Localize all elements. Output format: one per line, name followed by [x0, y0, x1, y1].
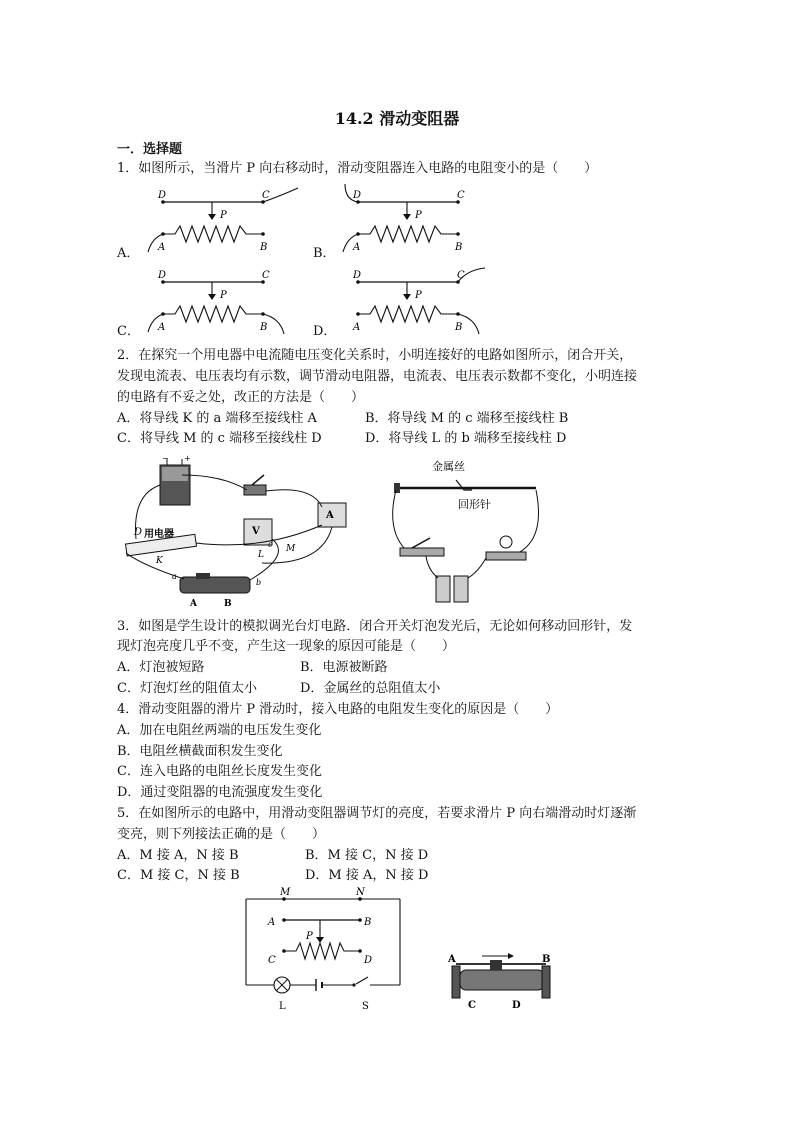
svg-text:N: N: [356, 887, 365, 898]
svg-text:C: C: [262, 270, 270, 281]
q2-option-c: C．将导线 M 的 c 端移至接线柱 D: [117, 431, 322, 446]
section-heading: 一．选择题: [117, 142, 183, 157]
q2-stem-line2: 发现电流表、电压表均有示数，调节滑动电阻器，电流表、电压表示数都不变化，小明连接: [117, 369, 638, 384]
svg-text:P: P: [306, 931, 313, 942]
svg-text:C: C: [457, 270, 465, 281]
svg-text:D: D: [353, 270, 362, 281]
q5-rheostat-picture: [446, 948, 556, 1010]
q3-option-c: C．灯泡灯丝的阻值太小: [117, 681, 257, 696]
svg-text:B: B: [455, 322, 463, 333]
svg-text:A: A: [448, 954, 456, 965]
svg-text:D: D: [134, 527, 143, 538]
page-title: 14.2 滑动变阻器: [334, 109, 460, 128]
q5-option-d: D．M 接 A，N 接 D: [305, 868, 429, 883]
q4-stem: 4．滑动变阻器的滑片 P 滑动时，接入电路的电阻发生变化的原因是（ ）: [117, 702, 559, 717]
q4-option-d: D．通过变阻器的电流强度发生变化: [117, 785, 323, 800]
q1-diagram-c: [130, 270, 300, 340]
q3-stem-line2: 现灯泡亮度几乎不变，产生这一现象的原因可能是（ ）: [117, 639, 456, 654]
svg-text:D: D: [158, 190, 167, 201]
svg-text:C: C: [268, 955, 276, 966]
q1-option-a: A．: [117, 246, 140, 261]
svg-text:A: A: [268, 917, 276, 928]
svg-text:用电器: 用电器: [144, 529, 174, 540]
q5-option-a: A．M 接 A，N 接 B: [117, 848, 239, 863]
svg-text:P: P: [415, 210, 422, 221]
q3-option-a: A．灯泡被短路: [117, 660, 205, 675]
svg-text:a: a: [172, 572, 177, 581]
svg-text:金属丝: 金属丝: [432, 460, 465, 473]
svg-text:P: P: [220, 290, 227, 301]
q3-option-d: D．金属丝的总阻值太小: [300, 681, 441, 696]
q4-option-c: C．连入电路的电阻丝长度发生变化: [117, 764, 322, 779]
svg-text:B: B: [364, 917, 372, 928]
svg-text:B: B: [224, 599, 232, 609]
q5-stem-line1: 5．在如图所示的电路中，用滑动变阻器调节灯的亮度，若要求滑片 P 向右端滑动时灯逐渐: [117, 806, 637, 821]
svg-text:b: b: [256, 578, 262, 587]
q3-circuit-figure: [386, 460, 546, 610]
q2-stem-line1: 2．在探究一个用电器中电流随电压变化关系时，小明连接好的电路如图所示，闭合开关，: [117, 348, 633, 363]
q2-circuit-figure: [122, 455, 367, 610]
q5-stem-line2: 变亮，则下列接法正确的是（ ）: [117, 827, 326, 842]
svg-text:−: −: [162, 454, 169, 463]
q3-option-b: B．电源被断路: [300, 660, 388, 675]
svg-text:B: B: [542, 954, 551, 965]
svg-text:A: A: [158, 242, 166, 253]
q2-option-b: B．将导线 M 的 c 端移至接线柱 B: [365, 411, 569, 426]
svg-text:A: A: [353, 322, 361, 333]
q5-option-c: C．M 接 C，N 接 B: [117, 868, 240, 883]
q5-option-b: B．M 接 C，N 接 D: [305, 848, 429, 863]
q4-option-a: A．加在电阻丝两端的电压发生变化: [117, 723, 322, 738]
svg-text:C: C: [262, 190, 270, 201]
q1-option-b: B．: [313, 246, 336, 261]
q1-option-d: D．: [313, 324, 337, 339]
svg-text:M: M: [286, 544, 296, 554]
q1-diagram-b: [325, 190, 495, 260]
svg-text:D: D: [512, 1000, 521, 1011]
q1-diagram-a: [130, 190, 300, 260]
q2-option-a: A．将导线 K 的 a 端移至接线柱 A: [117, 411, 317, 426]
svg-text:M: M: [280, 887, 291, 898]
q2-stem-line3: 的电路有不妥之处，改正的方法是（ ）: [117, 390, 365, 405]
q4-option-b: B．电阻丝横截面积发生变化: [117, 744, 283, 759]
svg-text:A: A: [158, 322, 166, 333]
svg-text:S: S: [362, 1001, 369, 1012]
svg-text:B: B: [260, 242, 268, 253]
svg-text:C: C: [468, 1000, 476, 1011]
svg-text:回形针: 回形针: [458, 498, 491, 511]
svg-text:+: +: [184, 454, 191, 463]
q1-option-c: C．: [117, 324, 140, 339]
svg-text:K: K: [156, 556, 163, 566]
svg-text:A: A: [326, 510, 334, 521]
svg-text:A: A: [353, 242, 361, 253]
svg-text:P: P: [415, 290, 422, 301]
q1-diagram-d: [325, 270, 495, 340]
svg-text:B: B: [260, 322, 268, 333]
svg-text:L: L: [258, 550, 264, 560]
svg-text:D: D: [353, 190, 362, 201]
q1-stem: 1．如图所示，当滑片 P 向右移动时，滑动变阻器连入电路的电阻变小的是（ ）: [117, 161, 598, 176]
q3-stem-line1: 3．如图是学生设计的模拟调光台灯电路．闭合开关灯泡发光后，无论如何移动回形针，发: [117, 619, 633, 634]
svg-text:V: V: [252, 526, 260, 537]
svg-text:A: A: [190, 599, 197, 609]
svg-text:B: B: [455, 242, 463, 253]
svg-text:D: D: [364, 955, 373, 966]
svg-text:D: D: [158, 270, 167, 281]
q2-option-d: D．将导线 L 的 b 端移至接线柱 D: [365, 431, 567, 446]
svg-text:c: c: [268, 540, 273, 549]
svg-text:P: P: [220, 210, 227, 221]
svg-text:L: L: [279, 1001, 286, 1012]
svg-text:C: C: [457, 190, 465, 201]
q5-circuit-diagram: [240, 885, 410, 1015]
